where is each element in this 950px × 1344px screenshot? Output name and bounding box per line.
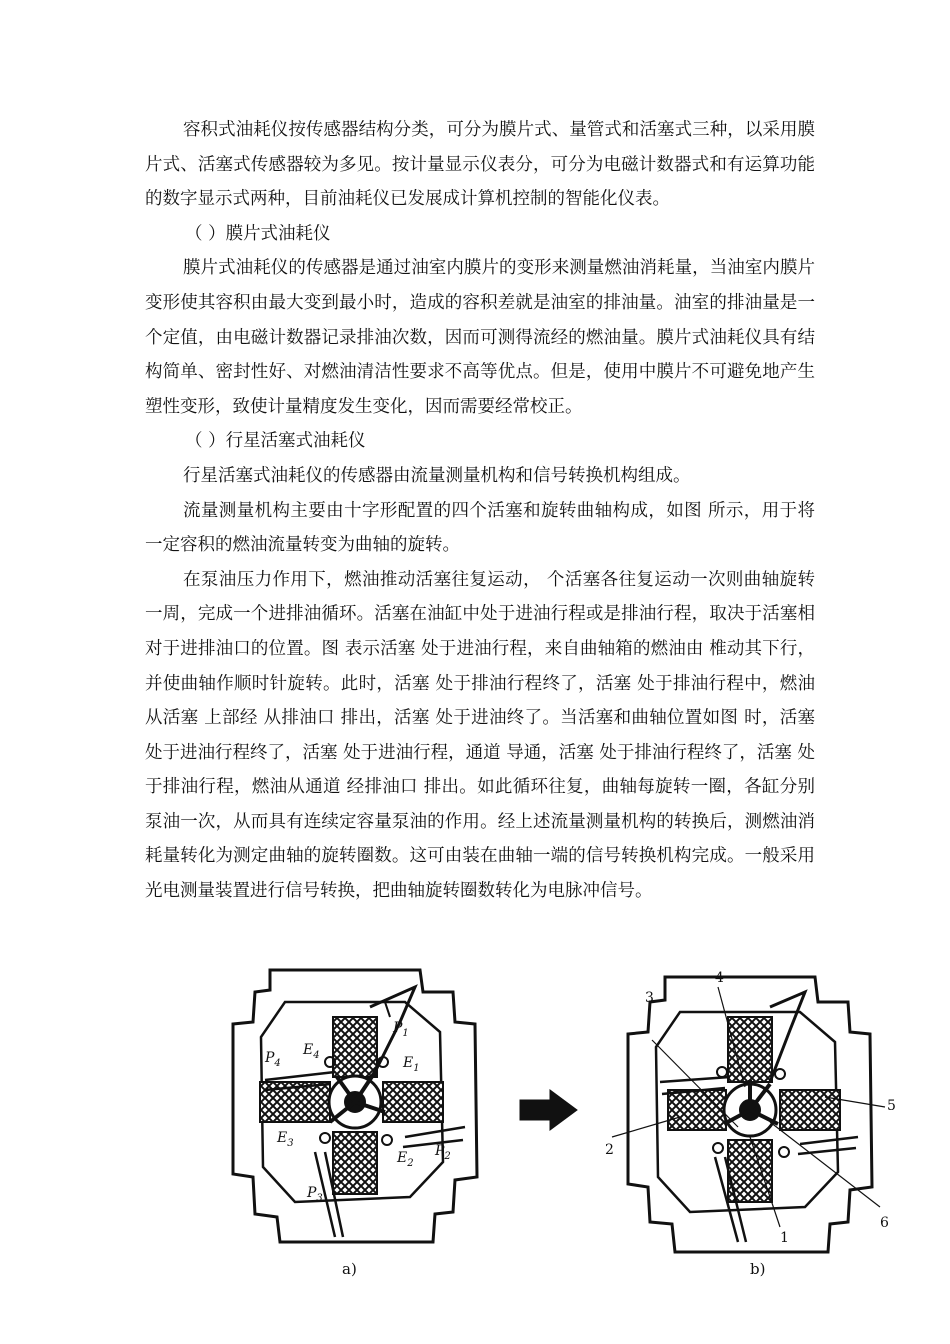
body-text: [145, 113, 815, 909]
label-b-5: 5: [887, 1098, 896, 1114]
label-a-e1: $E_1$: [403, 1055, 420, 1074]
diagram-a: [233, 970, 477, 1242]
label-a-p2: $P_2$: [435, 1143, 451, 1162]
paragraph-sensor-composition: 行星活塞式油耗仪的传感器由流量测量机构和信号转换机构组成。: [183, 465, 691, 486]
label-b-4: 4: [715, 970, 724, 986]
figure-drawing: [225, 962, 915, 1282]
label-a-p1: $P_1$: [393, 1020, 409, 1039]
label-a-e2: $E_2$: [397, 1150, 414, 1169]
section-heading-planetary-piston: （ ）行星活塞式油耗仪: [185, 431, 366, 452]
diagram-b: [612, 977, 885, 1252]
label-a-p3: $P_3$: [307, 1185, 323, 1204]
figure-caption-b: b): [750, 1260, 766, 1278]
label-b-6: 6: [880, 1215, 889, 1231]
label-a-e3: $E_3$: [277, 1130, 294, 1149]
label-a-e4: $E_4$: [303, 1042, 320, 1061]
piston-mechanism-figure: [225, 962, 915, 1282]
label-b-2: 2: [605, 1142, 614, 1158]
label-a-p4: $P_4$: [265, 1050, 281, 1069]
section-heading-diaphragm: （ ）膜片式油耗仪: [185, 223, 331, 244]
figure-caption-a: a): [342, 1260, 357, 1278]
paragraph-flow-mechanism: 流量测量机构主要由十字形配置的四个活塞和旋转曲轴构成，如图 所示，用于将一定容积的燃油流量转变为曲轴的旋转。: [145, 500, 815, 556]
paragraph-intro: 容积式油耗仪按传感器结构分类，可分为膜片式、量管式和活塞式三种，以采用膜片式、活塞式传感器较为多见。按计量显示仪表分，可分为电磁计数器式和有运算功能的数字显示式两种，目前油耗仪已发展成计算机控制的智能化仪表。: [145, 120, 815, 210]
label-b-3: 3: [645, 990, 654, 1006]
label-b-1: 1: [780, 1230, 789, 1246]
paragraph-diaphragm: 膜片式油耗仪的传感器是通过油室内膜片的变形来测量燃油消耗量，当油室内膜片变形使其容积由最大变到最小时，造成的容积差就是油室的排油量。油室的排油量是一个定值，由电磁计数器记录排油次数，因而可测得流经的燃油量。膜片式油耗仪具有结构简单、密封性好、对燃油清洁性要求不高等优点。但是，使用中膜片不可避免地产生塑性变形，致使计量精度发生变化，因而需要经常校正。: [145, 258, 815, 417]
transition-arrow-icon: [520, 1090, 577, 1130]
paragraph-working-cycle: 在泵油压力作用下，燃油推动活塞往复运动， 个活塞各往复运动一次则曲轴旋转一周，完成一个进排油循环。活塞在油缸中处于进油行程或是排油行程，取决于活塞相对于进排油口的位置。图 表示活塞 处于进油行程，来自曲轴箱的燃油由 椎动其下行，并使曲轴作顺时针旋转。此时，活塞 处于排油行程终了，活塞 处于排油行程中，燃油从活塞 上部经 从排油口 排出，活塞 处于进油终了。当活塞和曲轴位置如图 时，活塞 处于进油行程终了，活塞 处于进油行程，通道 导通，活塞 处于排油行程终了，活塞 处于排油行程，燃油从通道 经排油口 排出。如此循环往复，曲轴每旋转一圈，各缸分别泵油一次，从而具有连续定容量泵油的作用。经上述流量测量机构的转换后，测燃油消耗量转化为测定曲轴的旋转圈数。这可由装在曲轴一端的信号转换机构完成。一般采用光电测量装置进行信号转换，把曲轴旋转圈数转化为电脉冲信号。: [145, 569, 815, 902]
